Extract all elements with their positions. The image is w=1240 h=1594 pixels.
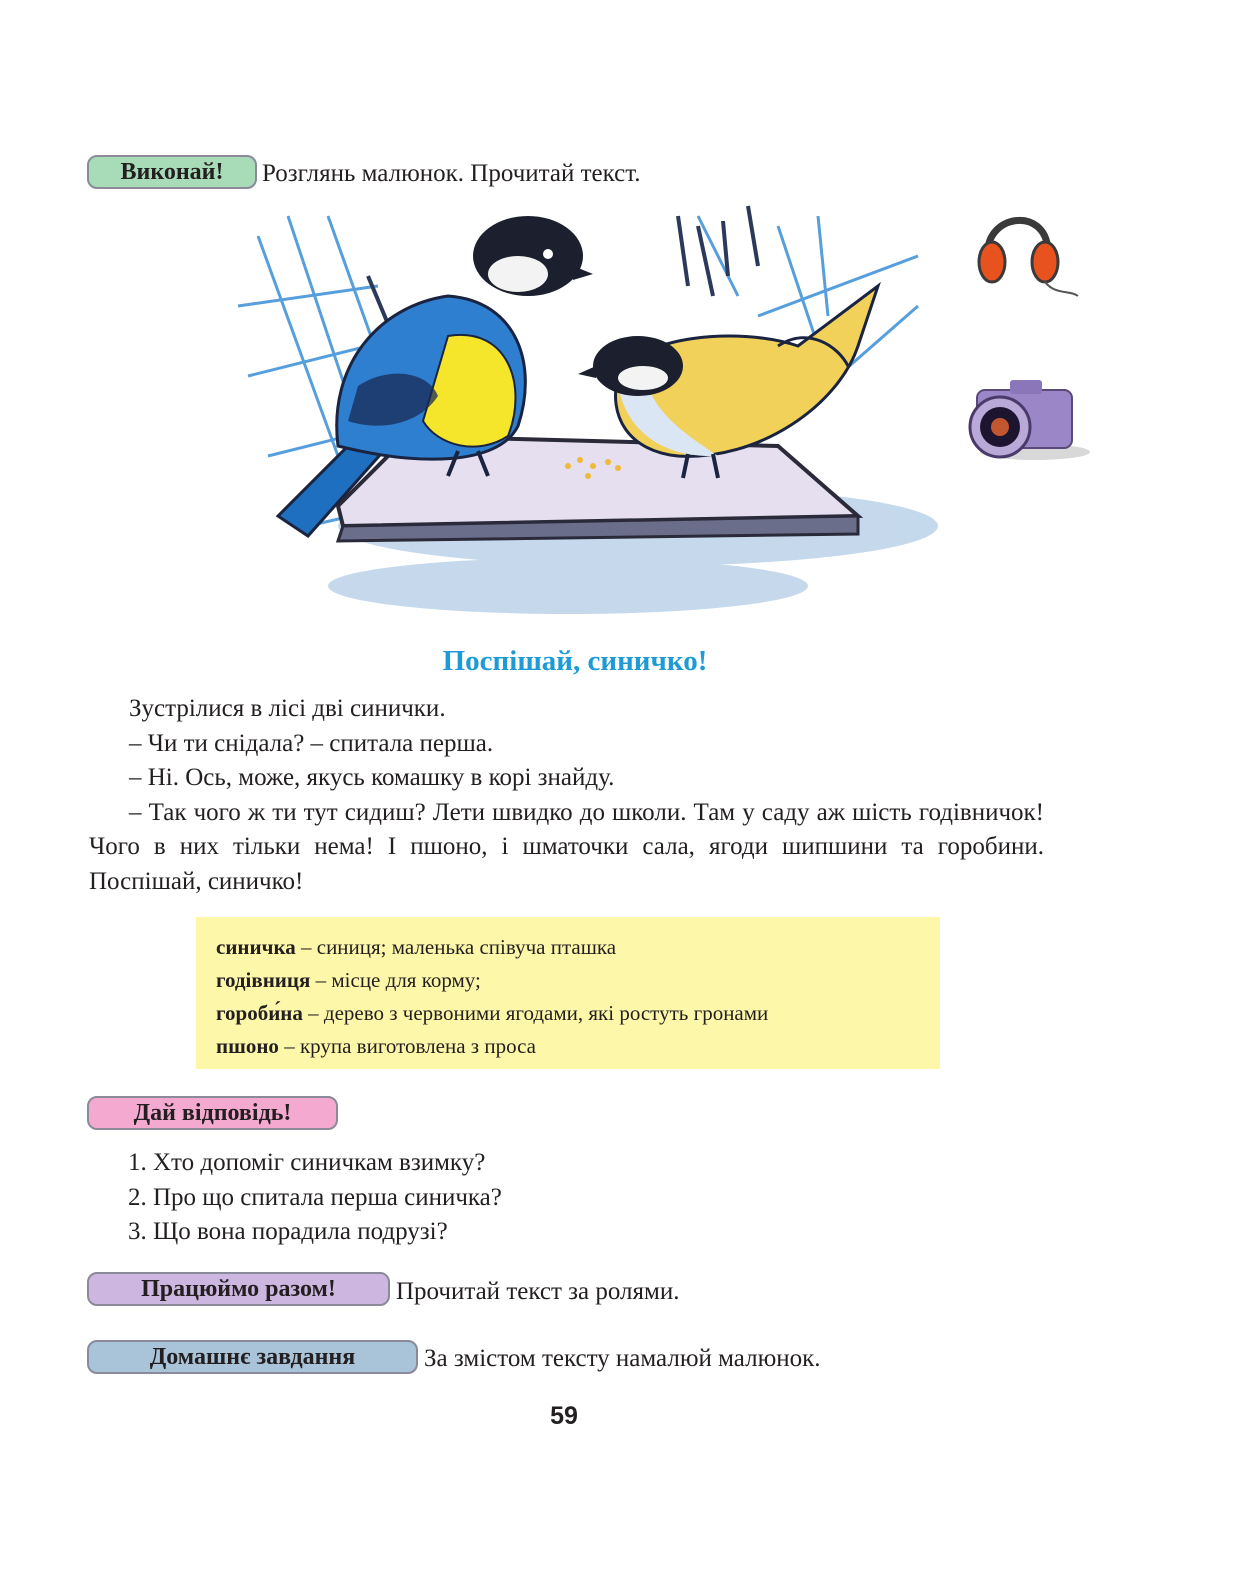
task-instruction-together: Прочитай текст за ролями. <box>396 1278 680 1305</box>
page-number: 59 <box>550 1402 578 1430</box>
headphones-icon[interactable] <box>970 200 1080 300</box>
question-item: 1. Хто допоміг синичкам взимку? <box>128 1149 486 1176</box>
question-list <box>128 1146 502 1250</box>
story-title: Поспішай, синичко! <box>442 645 708 677</box>
question-item: 2. Про що спитала перша синичка? <box>128 1183 502 1211</box>
question-item: 3. Що вона порадила подрузі? <box>128 1218 448 1245</box>
glossary-term: пшоно <box>216 1034 279 1058</box>
task-instruction-do: Розглянь малюнок. Прочитай текст. <box>262 160 641 187</box>
story-paragraph: – Ні. Ось, може, якусь комашку в корі знайду. <box>129 764 615 791</box>
glossary-definition: – дерево з червоними ягодами, які ростуть гронами <box>302 1001 769 1025</box>
glossary-entry <box>216 997 920 1030</box>
story-text <box>89 692 1044 899</box>
glossary-entry <box>216 931 920 964</box>
task-badge-answer: Дай відповідь! <box>87 1096 338 1130</box>
glossary-entry <box>216 1030 920 1063</box>
titmice-illustration <box>218 196 948 641</box>
glossary-term: годівниця <box>216 968 311 992</box>
glossary-definition: – крупа виготовлена з проса <box>278 1034 536 1058</box>
story-paragraph: – Чи ти снідала? – спитала перша. <box>129 729 494 757</box>
story-paragraph: – Так чого ж ти тут сидиш? Лети швидко до школи. Там у саду аж шість годівничок! Чого в них тільки нема! І пшоно, і шматочки сала, ягоди шипшини та горобини. Поспішай, синичко! <box>89 798 1044 895</box>
glossary-term: гороби́на <box>216 1001 303 1025</box>
camera-icon[interactable] <box>955 372 1095 472</box>
task-instruction-homework: За змістом тексту намалюй малюнок. <box>424 1345 821 1372</box>
glossary-definition: – місце для корму; <box>310 968 481 992</box>
glossary-term: синичка <box>216 935 296 959</box>
story-paragraph: Зустрілися в лісі дві синички. <box>129 695 446 722</box>
task-badge-together: Працюймо разом! <box>87 1272 390 1306</box>
glossary-box <box>196 917 940 1069</box>
glossary-definition: – синиця; маленька співуча пташка <box>295 935 617 959</box>
task-badge-do: Виконай! <box>87 155 257 189</box>
glossary-entry <box>216 964 920 997</box>
task-badge-homework: Домашнє завдання <box>87 1340 418 1374</box>
